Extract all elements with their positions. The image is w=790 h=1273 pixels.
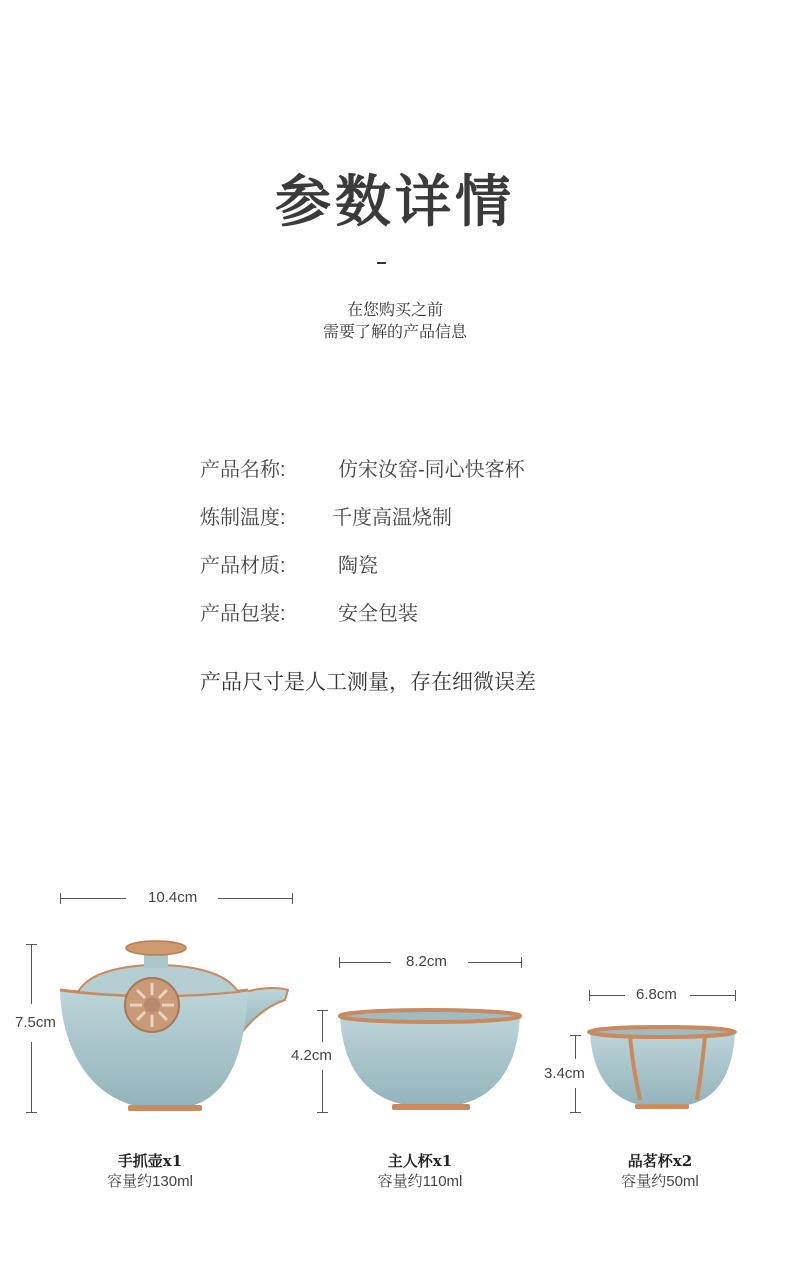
dim-tick — [570, 1112, 581, 1113]
width-line — [339, 962, 391, 963]
dim-tick — [317, 1112, 328, 1113]
host-cup-image — [340, 1010, 520, 1110]
tasting-cup-capacity: 容量约50ml — [621, 1173, 699, 1190]
spec-label: 产品名称: — [200, 459, 286, 481]
teapot-image — [60, 941, 288, 1111]
dim-tick — [735, 990, 736, 1001]
spec-value: 千度高温烧制 — [332, 507, 452, 529]
width-line — [468, 962, 521, 963]
tasting-cup-image — [589, 1027, 735, 1109]
dim-tick — [26, 1112, 37, 1113]
teapot-name: 手抓壶x1 — [117, 1152, 183, 1170]
page-title: 参数详情 — [275, 169, 515, 235]
width-line — [60, 898, 126, 899]
teapot-capacity: 容量约130ml — [107, 1173, 193, 1190]
tasting-cup-height-label: 3.4cm — [544, 1065, 585, 1082]
width-line — [589, 995, 625, 996]
height-line — [322, 1070, 323, 1112]
spec-value: 仿宋汝窑-同心快客杯 — [338, 459, 525, 481]
dim-tick — [521, 957, 522, 968]
height-line — [322, 1010, 323, 1042]
subtitle-line-2: 需要了解的产品信息 — [322, 324, 467, 341]
width-line — [690, 995, 735, 996]
height-line — [31, 944, 32, 1004]
height-line — [575, 1035, 576, 1059]
subtitle-line-1: 在您购买之前 — [346, 302, 443, 319]
host-cup-name: 主人杯x1 — [387, 1152, 453, 1170]
teapot-width-label: 10.4cm — [148, 889, 198, 906]
spec-value: 安全包装 — [338, 603, 418, 625]
spec-label: 产品包装: — [200, 603, 286, 625]
teapot-height-label: 7.5cm — [15, 1014, 56, 1031]
host-cup-capacity: 容量约110ml — [377, 1173, 463, 1190]
host-cup-height-label: 4.2cm — [291, 1047, 332, 1064]
spec-label: 产品材质: — [200, 555, 286, 577]
measurement-note: 产品尺寸是人工测量，存在细微误差 — [200, 671, 536, 694]
dim-tick — [292, 893, 293, 904]
host-cup-width-label: 8.2cm — [406, 953, 447, 970]
width-line — [218, 898, 293, 899]
tasting-cup-name: 品茗杯x2 — [627, 1152, 693, 1170]
tasting-cup-width-label: 6.8cm — [636, 986, 677, 1003]
spec-value: 陶瓷 — [338, 555, 378, 577]
spec-label: 炼制温度: — [200, 507, 286, 529]
height-line — [575, 1088, 576, 1112]
height-line — [31, 1042, 32, 1112]
